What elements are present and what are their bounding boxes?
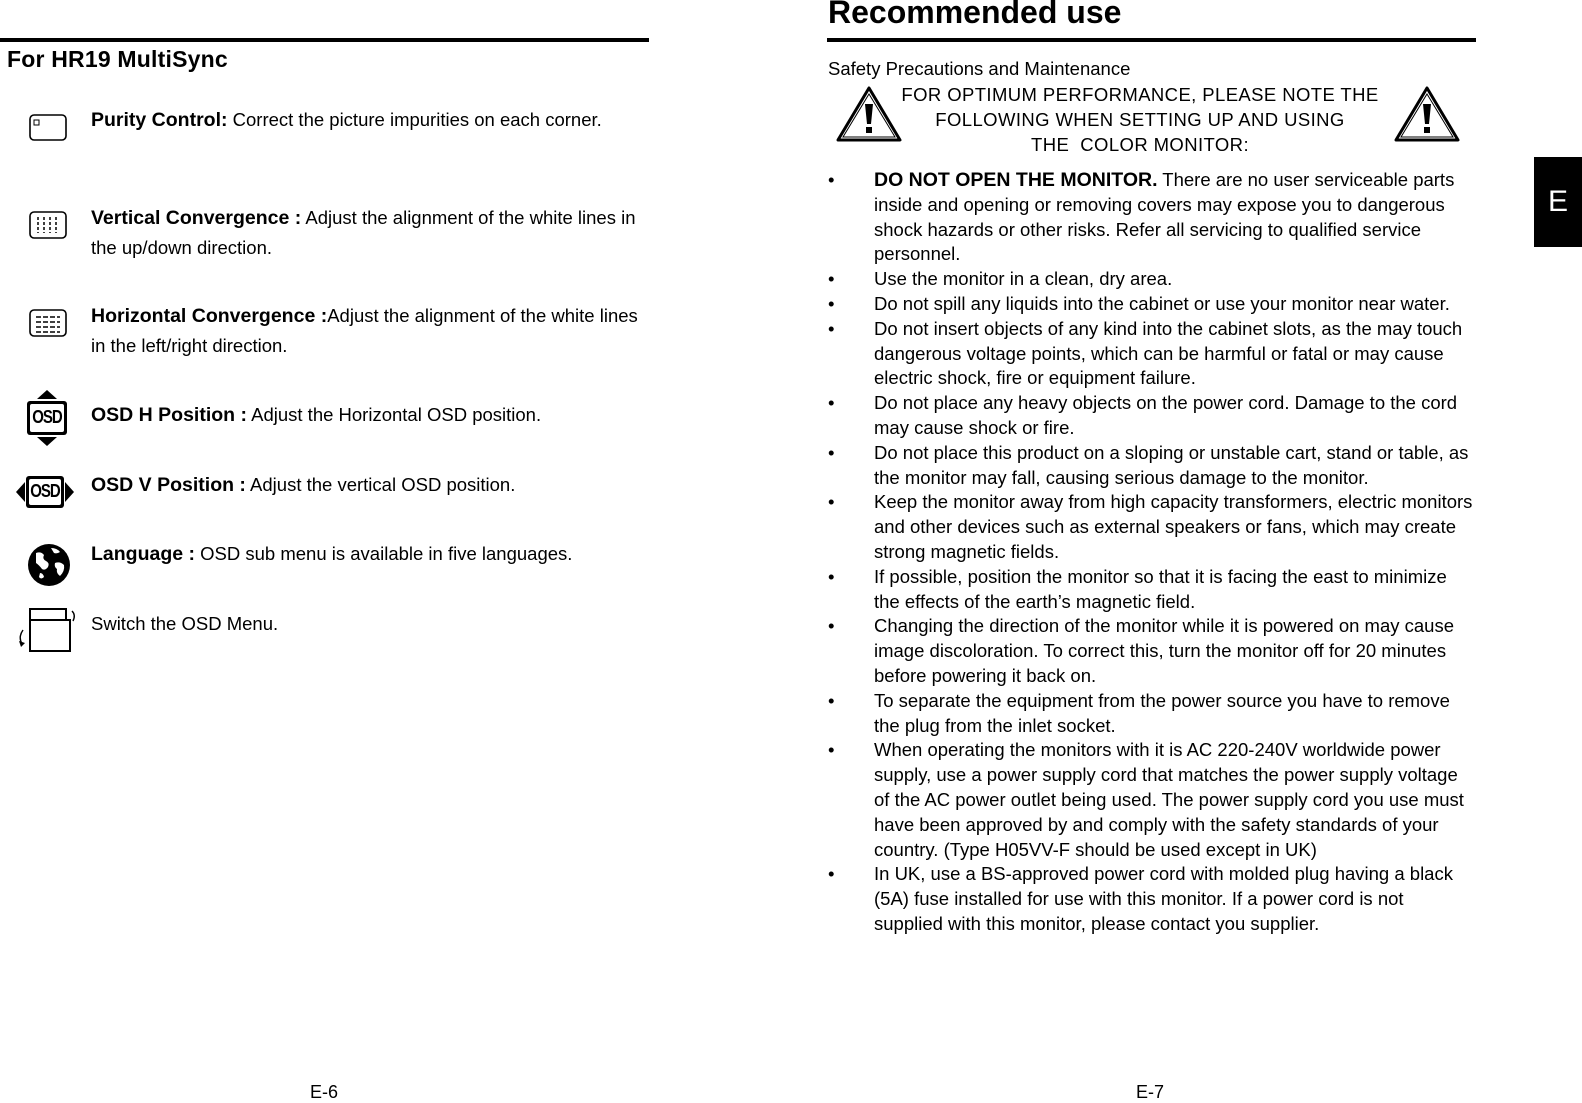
osd-v-position-icon <box>16 475 74 509</box>
bullet-text: When operating the monitors with it is AC 220-240V worldwide power supply, use a power supply cord that matches the power supply voltage of the AC power outlet being used. The power supply cord you use must have been approved by and comply with the safety standards of your country. (Type H05VV-F should be used except in UK) <box>874 739 1464 860</box>
osd-v-position-item <box>91 470 641 500</box>
bullet-text: Keep the monitor away from high capacity transformers, electric monitors and other devices such as external speakers or fans, which may create strong magnetic fields. <box>874 491 1473 562</box>
bullet-dot: • <box>828 491 835 513</box>
right-page-title: Recommended use <box>828 0 1122 30</box>
bullet-dot: • <box>828 317 835 339</box>
vertical-convergence-label: Vertical Convergence : <box>91 207 302 229</box>
bullet-item <box>828 862 1473 936</box>
language-label: Language : <box>91 543 196 565</box>
bullet-item <box>828 391 1473 441</box>
right-page-number: E-7 <box>1136 1082 1165 1102</box>
bullet-dot: • <box>828 565 835 587</box>
osd-h-position-desc: Adjust the Horizontal OSD position. <box>247 404 542 425</box>
bullet-item <box>828 490 1473 564</box>
osd-h-position-label: OSD H Position : <box>91 404 247 426</box>
switch-osd-menu-icon <box>16 608 78 654</box>
bullet-bold: DO NOT OPEN THE MONITOR. <box>874 169 1158 191</box>
safety-subheading: Safety Precautions and Maintenance <box>828 58 1131 79</box>
warning-icon-right <box>1394 86 1460 142</box>
osd-v-position-desc: Adjust the vertical OSD position. <box>245 474 516 495</box>
language-item <box>91 539 641 569</box>
section-tab-e: E <box>1534 157 1582 247</box>
vertical-convergence-desc: Adjust the alignment of the white lines in the up/down direction. <box>91 207 636 258</box>
bullet-text: To separate the equipment from the power source you have to remove the plug from the inlet socket. <box>874 689 1450 736</box>
horizontal-convergence-desc: Adjust the alignment of the white lines in the left/right direction. <box>91 305 638 356</box>
bullet-item <box>828 565 1473 615</box>
osd-v-icon-text: OSD <box>30 481 60 502</box>
bullet-text: Do not place this product on a sloping or unstable cart, stand or table, as the monitor may fall, causing serious damage to the monitor. <box>874 441 1469 488</box>
notice-line-3: THE COLOR MONITOR: <box>1031 134 1249 155</box>
osd-h-position-item <box>91 400 641 430</box>
osd-v-position-label: OSD V Position : <box>91 474 246 496</box>
bullet-dot: • <box>828 292 835 314</box>
language-globe-icon <box>27 543 71 587</box>
left-page-number: E-6 <box>310 1082 339 1102</box>
bullet-dot: • <box>828 392 835 414</box>
bullet-text: In UK, use a BS-approved power cord with molded plug having a black (5A) fuse installed for use with this monitor. If a power cord is not supplied with this monitor, please contact you supplier. <box>874 863 1453 934</box>
bullet-text: If possible, position the monitor so that it is facing the east to minimize the effects of the earth’s magnetic field. <box>874 565 1447 612</box>
bullet-item <box>828 738 1473 862</box>
bullet-text: Changing the direction of the monitor while it is powered on may cause image discoloration. To correct this, turn the monitor off for 20 minutes before powering it back on. <box>874 615 1454 686</box>
bullet-item <box>828 441 1473 491</box>
osd-h-position-icon <box>25 390 69 446</box>
bullet-text: Do not spill any liquids into the cabinet or use your monitor near water. <box>874 292 1450 314</box>
switch-osd-menu-item <box>91 609 641 638</box>
bullet-dot: • <box>828 441 835 463</box>
bullet-item <box>828 168 1473 267</box>
language-desc: OSD sub menu is available in five languages. <box>195 543 573 564</box>
left-page-title: For HR19 MultiSync <box>7 46 228 72</box>
bullet-text: Use the monitor in a clean, dry area. <box>874 268 1173 290</box>
bullet-text: There are no user serviceable parts inside and opening or removing covers may expose you to dangerous shock hazards or other risks. Refer all servicing to qualified service personnel. <box>874 169 1455 265</box>
notice-line-2: FOLLOWING WHEN SETTING UP AND USING <box>935 109 1345 130</box>
safety-notice <box>900 82 1380 157</box>
bullet-dot: • <box>828 863 835 885</box>
bullet-text: Do not place any heavy objects on the power cord. Damage to the cord may cause shock or fire. <box>874 392 1458 438</box>
bullet-item <box>828 267 1473 292</box>
bullet-item <box>828 614 1473 688</box>
right-top-rule <box>827 38 1476 42</box>
bullet-item <box>828 292 1473 317</box>
purity-control-label: Purity Control: <box>91 109 228 131</box>
bullet-dot: • <box>828 739 835 761</box>
vertical-convergence-icon <box>29 211 67 239</box>
notice-line-1: FOR OPTIMUM PERFORMANCE, PLEASE NOTE THE <box>901 84 1379 105</box>
bullet-text: Do not insert objects of any kind into the cabinet slots, as the may touch dangerous voltage points, which can be harmful or fatal or may cause electric shock, fire or equipment failure. <box>874 317 1463 389</box>
purity-control-desc: Correct the picture impurities on each corner. <box>227 109 602 130</box>
bullet-dot: • <box>828 615 835 637</box>
osd-h-icon-text: OSD <box>32 407 62 428</box>
warning-icon-left <box>836 86 902 142</box>
bullet-item <box>828 317 1473 391</box>
left-top-rule <box>0 38 649 42</box>
bullet-dot: • <box>828 169 835 190</box>
horizontal-convergence-item <box>91 301 641 360</box>
purity-control-item <box>91 105 641 135</box>
bullet-dot: • <box>828 689 835 711</box>
safety-bullet-list <box>828 168 1473 937</box>
vertical-convergence-item <box>91 203 641 262</box>
horizontal-convergence-label: Horizontal Convergence : <box>91 305 328 327</box>
horizontal-convergence-icon <box>29 309 67 337</box>
switch-osd-menu-desc: Switch the OSD Menu. <box>91 613 279 634</box>
purity-control-icon <box>29 114 67 141</box>
bullet-item <box>828 689 1473 739</box>
bullet-dot: • <box>828 268 835 290</box>
